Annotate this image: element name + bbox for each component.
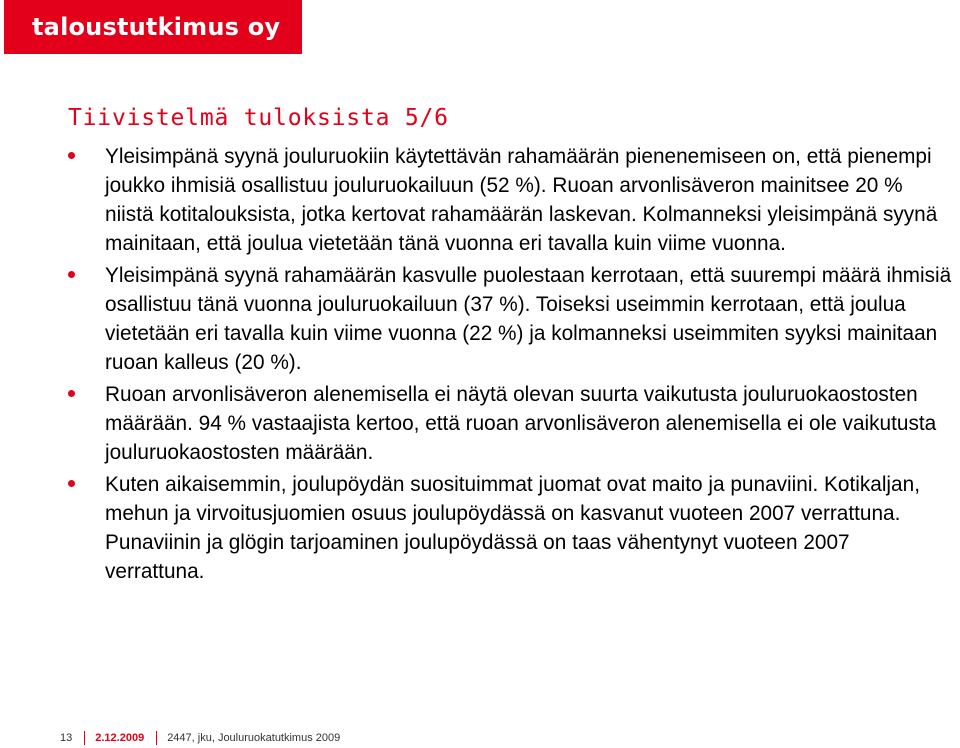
bullet-item [0,261,960,377]
bullet-item [0,470,960,586]
bullet-text: Kuten aikaisemmin, joulupöydän suosituimmat juomat ovat maito ja punaviini. Kotikaljan, mehun ja virvoitusjuomien osuus joulupöydässä on kasvanut vuoteen 2007 verrattuna. Punaviinin ja glögin tarjoaminen joulupöydässä on taas vähentynyt vuoteen 2007 verrattuna. [105,473,920,583]
bullet-item [0,380,960,467]
page-number: 13 [60,732,73,744]
slide-footer [60,730,340,746]
company-logo [4,0,302,54]
logo-text: taloustutkimus oy [32,13,281,41]
bullet-dot-icon [68,480,75,487]
bullet-dot-icon [68,271,75,278]
bullet-dot-icon [68,390,75,397]
bullet-item [0,142,960,258]
bullet-text: Ruoan arvonlisäveron alenemisella ei näytä olevan suurta vaikutusta jouluruokaostosten määrään. 94 % vastaajista kertoo, että ruoan arvonlisäveron alenemisella ei ole vaikutusta jouluruokaostosten määrään. [105,383,937,464]
footer-divider [156,731,157,745]
bullet-text: Yleisimpänä syynä rahamäärän kasvulle puolestaan kerrotaan, että suurempi määrä ihmisiä osallistuu tänä vuonna jouluruokailuun (37 %). Toiseksi useimmin kerrotaan, että joulua vietetään eri tavalla kuin viime vuonna (22 %) ja kolmanneksi useimmiten syyksi mainitaan ruoan kalleus (20 %). [105,264,952,374]
bullet-dot-icon [68,152,75,159]
bullet-list [0,142,960,589]
bullet-text: Yleisimpänä syynä jouluruokiin käytettävän rahamäärän pienenemiseen on, että pienempi joukko ihmisiä osallistuu jouluruokailuun (52 %). Ruoan arvonlisäveron mainitsee 20 % niistä kotitalouksista, jotka kertovat rahamäärän laskevan. Kolmanneksi yleisimpänä syynä mainitaan, että joulua vietetään tänä vuonna eri tavalla kuin viime vuonna. [105,145,938,255]
footer-reference: 2447, jku, Jouluruokatutkimus 2009 [167,732,341,744]
footer-divider [84,731,85,745]
footer-date: 2.12.2009 [95,732,145,744]
slide-title: Tiivistelmä tuloksista 5/6 [68,105,449,131]
